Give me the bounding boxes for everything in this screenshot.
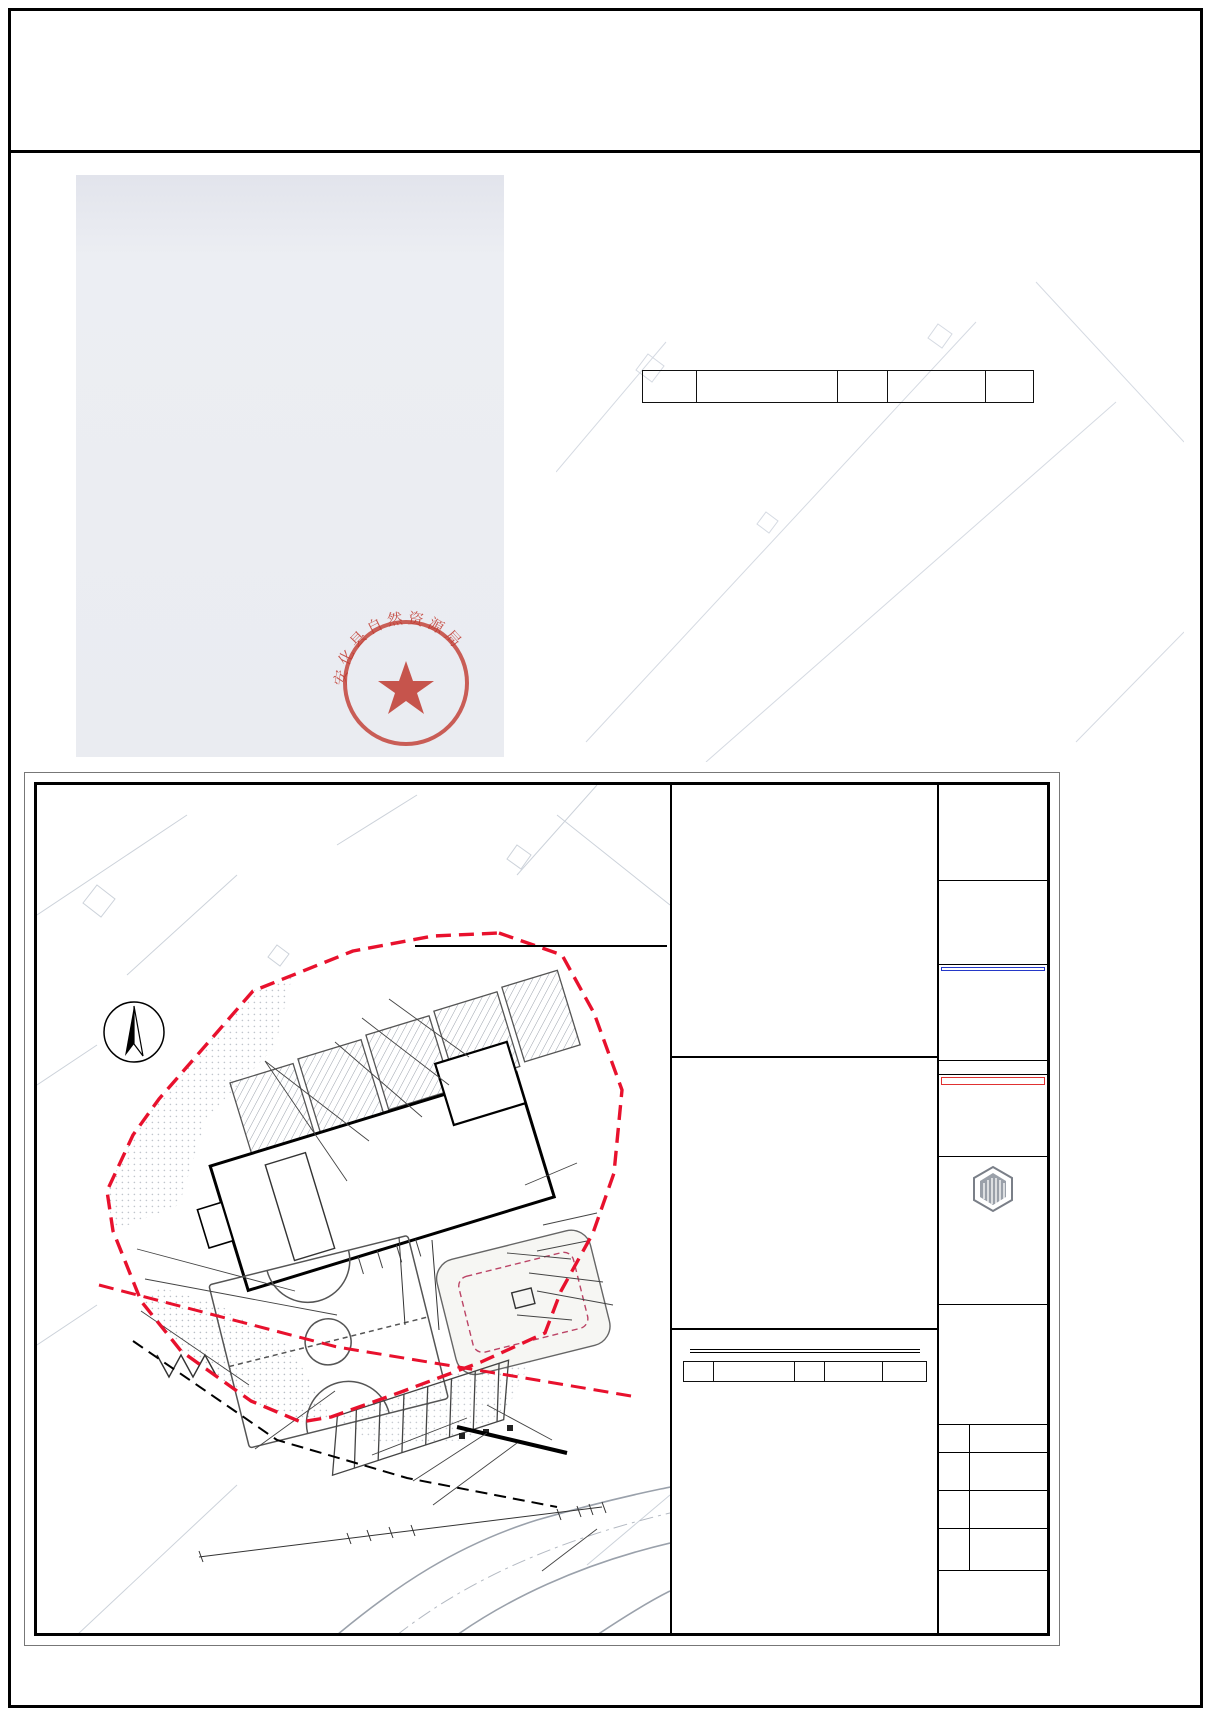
indicator-table-small-block	[672, 1330, 937, 1633]
registration-seal-label	[939, 1061, 1047, 1075]
title-block	[937, 785, 1047, 1633]
official-stamp	[300, 603, 490, 753]
svg-text:安化县自然资源局: 安化县自然资源局	[332, 609, 467, 687]
top-map-region	[556, 262, 1184, 762]
fire-spacing-note	[672, 785, 937, 1058]
indicator-table	[642, 370, 1034, 403]
project-name-row	[939, 1453, 1047, 1491]
owner-row	[939, 1425, 1047, 1453]
company-block	[939, 1157, 1047, 1305]
col-数量	[824, 1362, 882, 1382]
col-单位	[837, 371, 887, 403]
subproject-label	[939, 1491, 970, 1528]
col-备注	[882, 1362, 926, 1382]
drawing-plan-title	[415, 943, 667, 947]
subproject-row	[939, 1491, 1047, 1529]
qr-label	[939, 1571, 1047, 1573]
drawing-sheet	[24, 772, 1060, 1646]
design-seal-area	[939, 881, 1047, 965]
company-logo-icon	[971, 1165, 1015, 1213]
figure-name-label	[939, 1529, 970, 1570]
site-plan	[37, 785, 670, 1633]
drawing-sheet-border	[34, 782, 1050, 1636]
table-header-row	[643, 371, 1034, 403]
col-备注	[985, 371, 1033, 403]
table-header-row	[683, 1362, 926, 1382]
subproject-value	[970, 1509, 1047, 1511]
indicator-table-small-title	[690, 1346, 920, 1353]
col-项目名称	[713, 1362, 794, 1382]
red-seal-icon	[320, 603, 490, 753]
owner-value	[970, 1438, 1047, 1440]
owner-label	[939, 1425, 970, 1452]
countersign-title	[941, 786, 1045, 790]
notes-column	[670, 785, 937, 1633]
countersign-table	[939, 785, 1047, 881]
col-序号	[683, 1362, 713, 1382]
col-单位	[794, 1362, 824, 1382]
page-title	[8, 8, 1203, 153]
top-map-bg-labels	[556, 262, 1184, 762]
project-value	[970, 1471, 1047, 1473]
meta-table	[939, 1571, 1047, 1633]
red-architect-stamp	[939, 1075, 1047, 1157]
figure-name-value	[970, 1549, 1047, 1551]
col-数量	[888, 371, 986, 403]
plan-annotations	[37, 785, 670, 1633]
notice-document	[76, 175, 504, 757]
col-项目名称	[697, 371, 838, 403]
col-序号	[643, 371, 697, 403]
drawing-notes	[672, 1058, 937, 1330]
personnel-table	[939, 1305, 1047, 1425]
footer-disclaimer	[8, 1652, 1203, 1704]
project-label	[939, 1453, 970, 1490]
figure-name-row	[939, 1529, 1047, 1571]
indicator-table-small	[683, 1361, 927, 1382]
blue-qualification-stamp	[939, 965, 1047, 1061]
